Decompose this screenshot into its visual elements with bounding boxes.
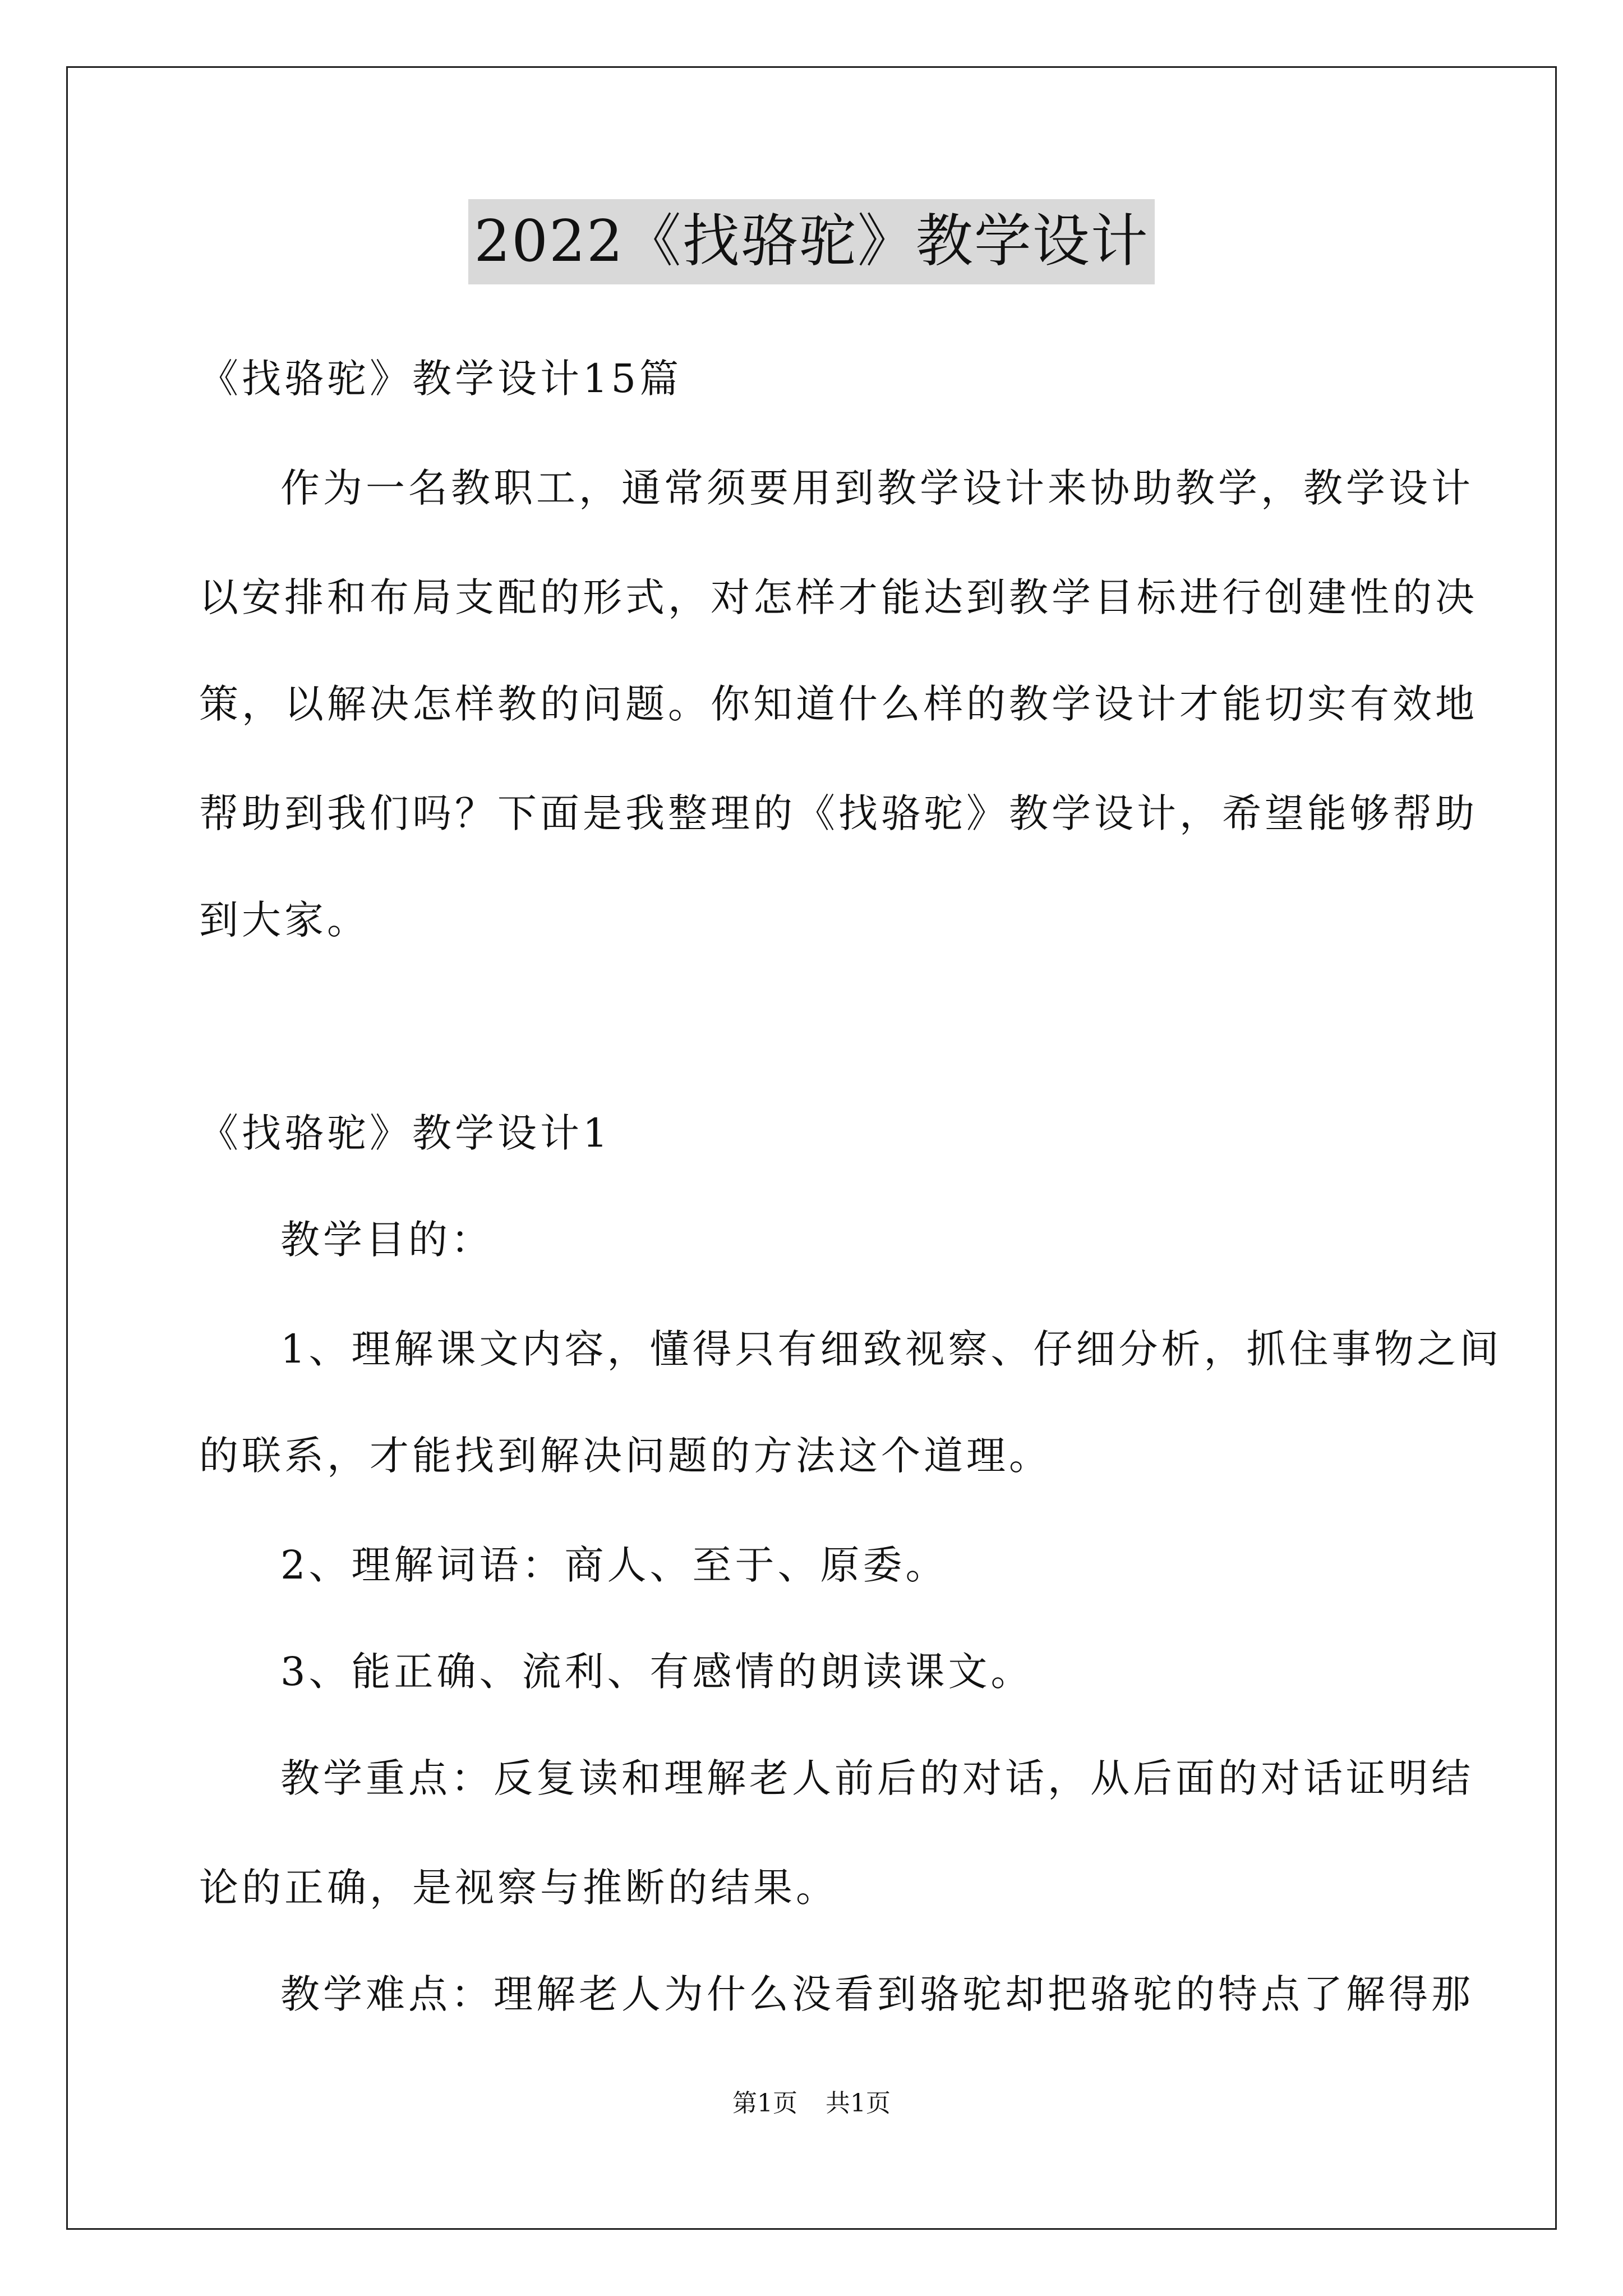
page-footer xyxy=(0,2088,1623,2119)
page-total: 共1页 xyxy=(826,2089,891,2118)
intro-line: 帮助到我们吗？下面是我整理的《找骆驼》教学设计，希望能够帮助 xyxy=(199,790,1478,836)
objective-1-line: 的联系，才能找到解决问题的方法这个道理。 xyxy=(199,1433,1052,1479)
intro-line: 到大家。 xyxy=(199,897,370,943)
objectives-label: 教学目的： xyxy=(280,1217,494,1263)
objective-3: 3、能正确、流利、有感情的朗读课文。 xyxy=(280,1649,1034,1695)
key-point-line: 教学重点：反复读和理解老人前后的对话，从后面的对话证明结 xyxy=(280,1755,1474,1801)
intro-line: 策，以解决怎样教的问题。你知道什么样的教学设计才能切实有效地 xyxy=(199,681,1478,727)
document-title: 2022《找骆驼》教学设计 xyxy=(468,199,1155,284)
difficulty-line: 教学难点：理解老人为什么没看到骆驼却把骆驼的特点了解得那 xyxy=(280,1971,1474,2017)
key-point-line: 论的正确，是视察与推断的结果。 xyxy=(199,1865,838,1911)
page-number: 第1页 xyxy=(732,2089,797,2118)
objective-1-line: 1、理解课文内容，懂得只有细致视察、仔细分析，抓住事物之间 xyxy=(280,1326,1502,1372)
intro-line: 以安排和布局支配的形式，对怎样才能达到教学目标进行创建性的决 xyxy=(199,574,1478,620)
section-heading: 《找骆驼》教学设计1 xyxy=(199,1110,611,1156)
title-container xyxy=(0,199,1623,284)
intro-line: 作为一名教职工，通常须要用到教学设计来协助教学，教学设计 xyxy=(280,465,1474,511)
objective-2: 2、理解词语：商人、至于、原委。 xyxy=(280,1542,948,1588)
document-subtitle: 《找骆驼》教学设计15篇 xyxy=(199,356,683,402)
